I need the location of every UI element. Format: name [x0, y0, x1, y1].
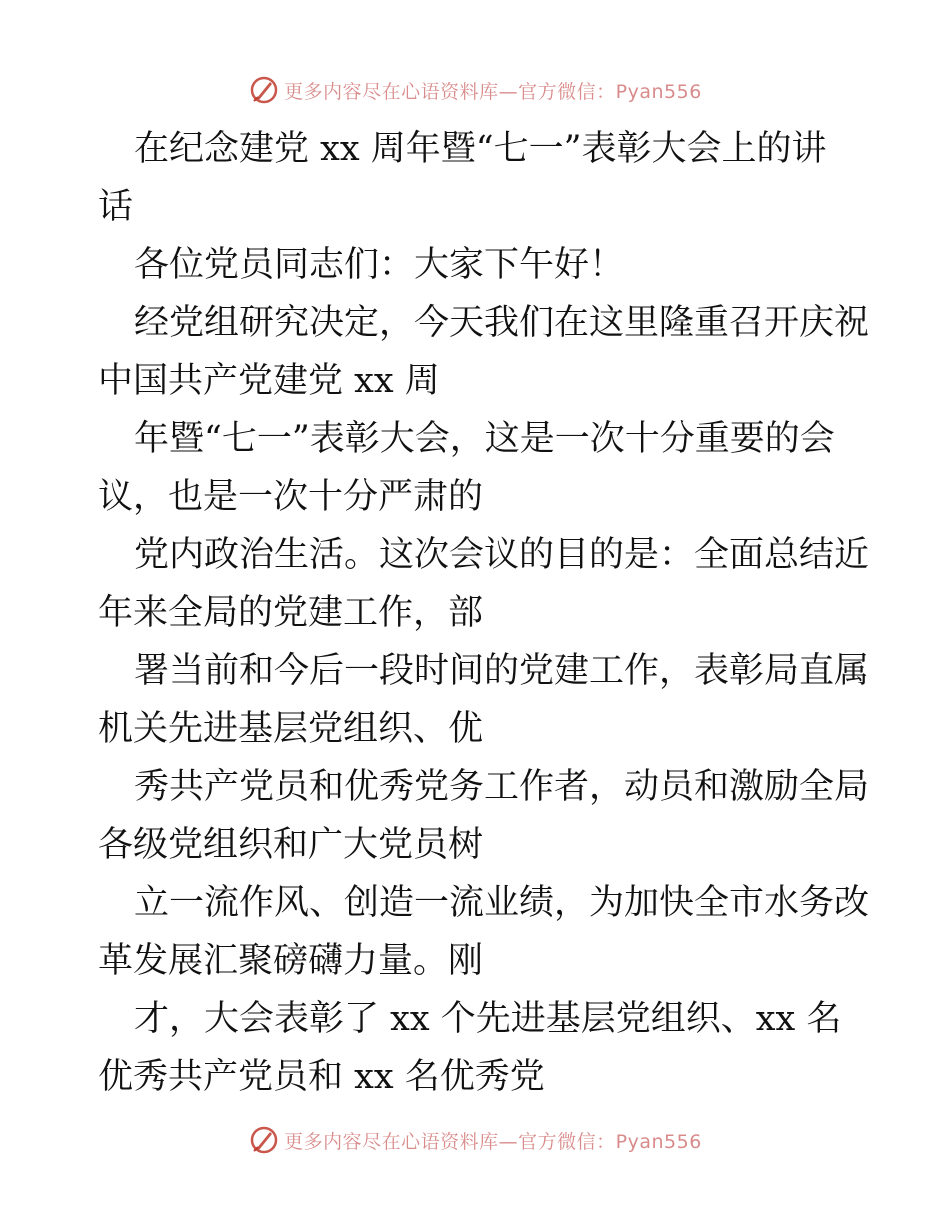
feather-pen-logo-icon	[248, 74, 280, 106]
watermark-text: 更多内容尽在心语资料库—官方微信：Pyan556	[284, 80, 702, 103]
paragraph-line: 革发展汇聚磅礴力量。刚	[98, 941, 484, 981]
paragraph-line: 优秀共产党员和 xx 名优秀党	[98, 1057, 545, 1097]
paragraph-line: 各级党组织和广大党员树	[98, 825, 484, 865]
paragraph-line: 才，大会表彰了 xx 个先进基层党组织、xx 名	[134, 999, 842, 1039]
paragraph-line: 年暨“七一”表彰大会，这是一次十分重要的会	[134, 419, 835, 459]
paragraph-line: 党内政治生活。这次会议的目的是：全面总结近	[134, 535, 870, 575]
feather-pen-logo-icon	[248, 1124, 280, 1156]
paragraph-line: 秀共产党员和优秀党务工作者，动员和激励全局	[134, 767, 870, 807]
document-body	[98, 120, 870, 1106]
paragraph-line: 机关先进基层党组织、优	[98, 709, 484, 749]
paragraph-line: 署当前和今后一段时间的党建工作，表彰局直属	[134, 651, 870, 691]
paragraph-line: 议，也是一次十分严肃的	[98, 477, 484, 517]
title-line-2: 话	[98, 187, 134, 227]
paragraph-line: 中国共产党建党 xx 周	[98, 361, 440, 401]
watermark-text: 更多内容尽在心语资料库—官方微信：Pyan556	[284, 1130, 702, 1153]
footer-watermark	[0, 1120, 950, 1160]
title-line-1: 在纪念建党 xx 周年暨“七一”表彰大会上的讲	[134, 129, 827, 169]
paragraph-line: 年来全局的党建工作，部	[98, 593, 484, 633]
paragraph-line: 经党组研究决定，今天我们在这里隆重召开庆祝	[134, 303, 870, 343]
salutation-line: 各位党员同志们：大家下午好！	[134, 245, 625, 285]
paragraph-line: 立一流作风、创造一流业绩，为加快全市水务改	[134, 883, 870, 923]
header-watermark	[0, 70, 950, 110]
